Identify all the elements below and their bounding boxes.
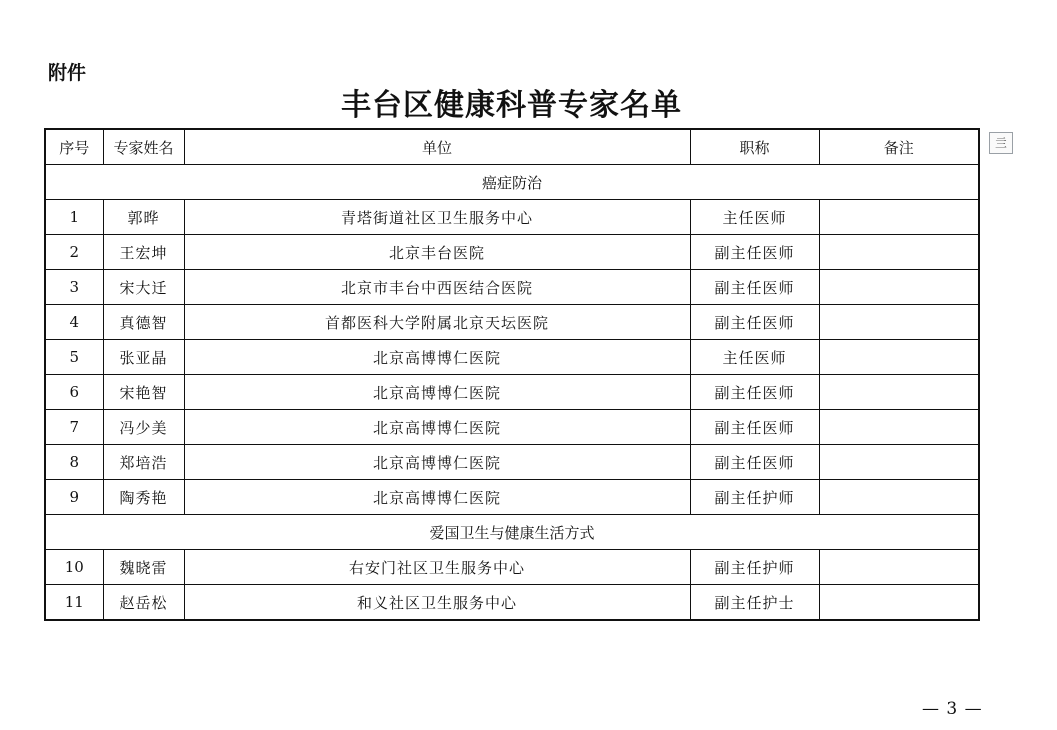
page-title: 丰台区健康科普专家名单 [341, 88, 682, 123]
cell-job-title: 副主任护师 [690, 480, 819, 515]
cell-unit: 北京高博博仁医院 [184, 410, 690, 445]
cell-unit: 右安门社区卫生服务中心 [184, 550, 690, 585]
table-row [45, 305, 979, 340]
cell-notes [819, 445, 979, 480]
cell-expert-name: 魏晓雷 [103, 550, 184, 585]
section-row [45, 515, 979, 550]
cell-expert-name: 冯少美 [103, 410, 184, 445]
cell-job-title: 副主任医师 [690, 270, 819, 305]
cell-index: 6 [45, 375, 103, 410]
cell-index: 9 [45, 480, 103, 515]
cell-job-title: 副主任医师 [690, 375, 819, 410]
table-layout-icon[interactable]: 亖 [989, 132, 1013, 154]
cell-job-title: 副主任医师 [690, 305, 819, 340]
cell-notes [819, 305, 979, 340]
cell-expert-name: 宋大迁 [103, 270, 184, 305]
cell-expert-name: 宋艳智 [103, 375, 184, 410]
cell-job-title: 副主任医师 [690, 410, 819, 445]
table-row [45, 340, 979, 375]
cell-unit: 北京高博博仁医院 [184, 445, 690, 480]
cell-index: 11 [45, 585, 103, 621]
cell-expert-name: 郭晔 [103, 200, 184, 235]
table-row [45, 585, 979, 621]
table-row [45, 550, 979, 585]
cell-unit: 北京高博博仁医院 [184, 340, 690, 375]
header-unit: 单位 [184, 129, 690, 165]
cell-expert-name: 真德智 [103, 305, 184, 340]
cell-index: 3 [45, 270, 103, 305]
table-header-row [45, 129, 979, 165]
table-body [45, 165, 979, 621]
table-row [45, 235, 979, 270]
table-row [45, 375, 979, 410]
cell-index: 7 [45, 410, 103, 445]
cell-job-title: 副主任护士 [690, 585, 819, 621]
header-notes: 备注 [819, 129, 979, 165]
cell-notes [819, 480, 979, 515]
cell-unit: 北京丰台医院 [184, 235, 690, 270]
cell-index: 5 [45, 340, 103, 375]
cell-job-title: 副主任护师 [690, 550, 819, 585]
cell-unit: 青塔街道社区卫生服务中心 [184, 200, 690, 235]
header-job-title: 职称 [690, 129, 819, 165]
cell-job-title: 副主任医师 [690, 445, 819, 480]
cell-notes [819, 340, 979, 375]
cell-index: 8 [45, 445, 103, 480]
section-title: 爱国卫生与健康生活方式 [45, 515, 979, 550]
table-row [45, 445, 979, 480]
cell-notes [819, 235, 979, 270]
cell-unit: 北京高博博仁医院 [184, 375, 690, 410]
header-index: 序号 [45, 129, 103, 165]
cell-expert-name: 郑培浩 [103, 445, 184, 480]
table-row [45, 480, 979, 515]
table-row [45, 410, 979, 445]
cell-unit: 北京高博博仁医院 [184, 480, 690, 515]
page-number: — 3 — [922, 699, 983, 719]
cell-expert-name: 张亚晶 [103, 340, 184, 375]
cell-notes [819, 270, 979, 305]
cell-notes [819, 550, 979, 585]
table-row [45, 270, 979, 305]
header-expert-name: 专家姓名 [103, 129, 184, 165]
cell-notes [819, 585, 979, 621]
cell-notes [819, 375, 979, 410]
cell-unit: 首都医科大学附属北京天坛医院 [184, 305, 690, 340]
attachment-label: 附件 [48, 62, 87, 84]
cell-job-title: 主任医师 [690, 340, 819, 375]
table-row [45, 200, 979, 235]
cell-notes [819, 410, 979, 445]
cell-expert-name: 王宏坤 [103, 235, 184, 270]
cell-index: 10 [45, 550, 103, 585]
cell-job-title: 主任医师 [690, 200, 819, 235]
cell-job-title: 副主任医师 [690, 235, 819, 270]
section-title: 癌症防治 [45, 165, 979, 200]
cell-expert-name: 陶秀艳 [103, 480, 184, 515]
cell-expert-name: 赵岳松 [103, 585, 184, 621]
section-row [45, 165, 979, 200]
cell-notes [819, 200, 979, 235]
cell-index: 1 [45, 200, 103, 235]
cell-unit: 和义社区卫生服务中心 [184, 585, 690, 621]
cell-index: 4 [45, 305, 103, 340]
expert-table [44, 128, 980, 621]
cell-unit: 北京市丰台中西医结合医院 [184, 270, 690, 305]
cell-index: 2 [45, 235, 103, 270]
